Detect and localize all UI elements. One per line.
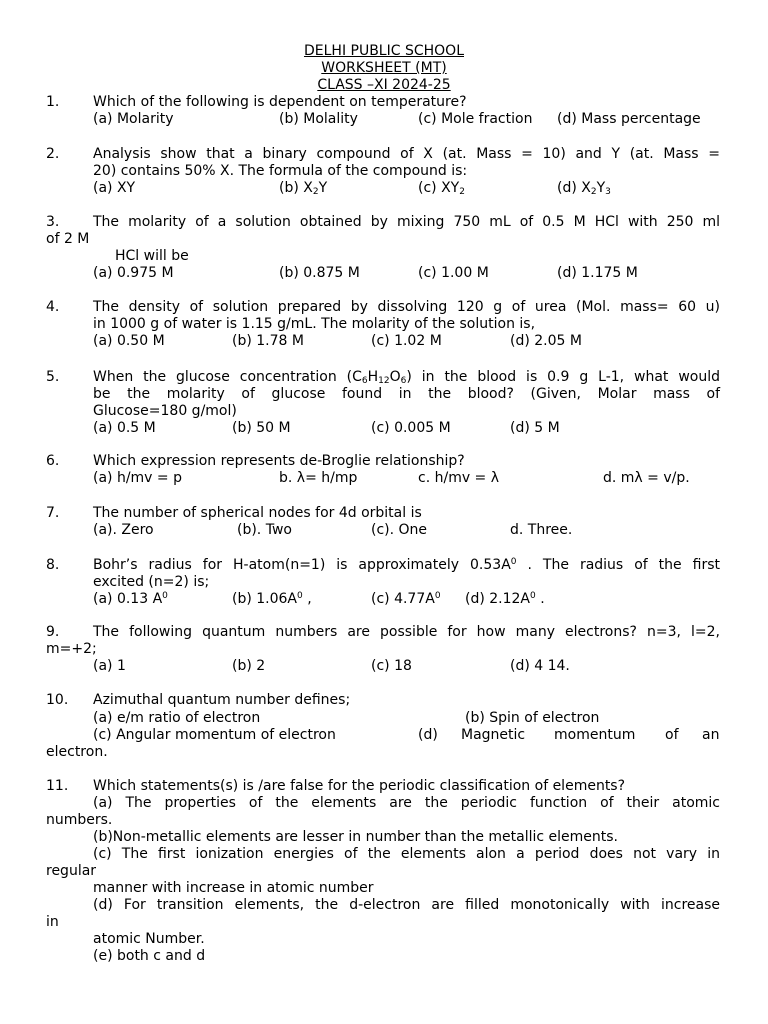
option-c: (c) 1.00 M [418,265,489,281]
school-name: DELHI PUBLIC SCHOOL [303,43,464,59]
option-d-word: of [665,727,679,743]
option-a: (a) h/mv = p [93,470,182,486]
statement-d-cont: atomic Number. [93,931,205,947]
question-text: Which statements(s) is /are false for the periodic classification of elements? [93,778,626,794]
option-b: (b) Spin of electron [465,710,600,726]
statement-e: (e) both c and d [93,948,206,964]
question-number: 9. [46,624,60,640]
option-b: (b) 1.78 M [232,333,304,349]
option-d-word: Magnetic [461,727,526,743]
question-text-cont: m=+2; [46,641,97,657]
option-d: (d) 2.05 M [510,333,582,349]
question-text: Bohr’s radius for H-atom(n=1) is approximately $0.53A^0$ . The radius of the first [93,557,720,573]
option-c: (c) 1.02 M [371,333,442,349]
option-d: (d) Mass percentage [557,111,701,127]
question-number: 8. [46,557,60,573]
question-text-cont: 20) contains 50% X. The formula of the compound is: [93,163,468,179]
option-b: (b) 2 [232,658,266,674]
question-number: 1. [46,94,60,110]
statement-a-cont: numbers. [46,812,113,828]
option-c: (c) Angular momentum of electron [93,727,336,743]
question-text: The density of solution prepared by dissolving 120 g of urea (Mol. mass= 60 u) [93,299,720,315]
option-a: (a). Zero [93,522,154,538]
question-number: 6. [46,453,60,469]
option-d-word: momentum [554,727,636,743]
option-a: (a) 0.975 M [93,265,174,281]
option-d-word: an [702,727,720,743]
question-text: The number of spherical nodes for 4d orbital is [93,505,422,521]
question-text: The following quantum numbers are possible for how many electrons? n=3, l=2, [93,624,720,640]
question-number: 10. [46,692,69,708]
option-b: (b) 50 M [232,420,291,436]
question-text-cont: of 2 M [46,231,90,247]
question-number: 5. [46,369,60,385]
option-d: (d) $2.12A^0$ . [465,591,545,607]
option-c: (c) $XY_2$ [418,180,465,197]
statement-c-cont: manner with increase in atomic number [93,880,374,896]
question-number: 11. [46,778,69,794]
option-b: (b) Molality [279,111,358,127]
option-d: (d) $X_2Y_3$ [557,180,611,197]
option-b: (b). Two [237,522,292,538]
question-number: 3. [46,214,60,230]
option-a: (a) XY [93,180,136,196]
option-d: (d) 5 M [510,420,560,436]
question-text: Azimuthal quantum number defines; [93,692,351,708]
option-b: (b) $X_2Y$ [279,180,328,197]
option-b: (b) 0.875 M [279,265,360,281]
option-d: d. Three. [510,522,573,538]
question-number: 2. [46,146,60,162]
statement-d-cont: in [46,914,59,930]
class-title: CLASS –XI 2024-25 [317,77,451,93]
option-a: (a) 0.50 M [93,333,165,349]
question-text-cont: in 1000 g of water is 1.15 g/mL. The molarity of the solution is, [93,316,536,332]
option-c: (c) 0.005 M [371,420,451,436]
worksheet-title: WORKSHEET (MT) [321,60,447,76]
option-a: (a) 1 [93,658,126,674]
option-d-label: (d) [418,727,438,743]
statement-d: (d) For transition elements, the d-electron are filled monotonically with increase [93,897,720,913]
statement-a: (a) The properties of the elements are the periodic function of their atomic [93,795,720,811]
option-c: (c) 18 [371,658,412,674]
question-text-cont: excited (n=2) is; [93,574,210,590]
option-a: (a) Molarity [93,111,174,127]
statement-c-cont: regular [46,863,97,879]
question-text: The molarity of a solution obtained by mixing 750 mL of 0.5 M HCl with 250 ml [93,214,720,230]
question-text-cont: be the molarity of glucose found in the blood? (Given, Molar mass of [93,386,720,402]
question-text-cont: HCl will be [115,248,189,264]
statement-b: (b)Non-metallic elements are lesser in number than the metallic elements. [93,829,618,845]
option-c: (c) Mole fraction [418,111,533,127]
option-c: (c). One [371,522,428,538]
option-c: (c) $4.77A^0$ [371,591,441,607]
option-b: b. λ= h/mp [279,470,358,486]
option-d-cont: electron. [46,744,108,760]
option-d: (d) 1.175 M [557,265,638,281]
option-b: (b) $1.06A^0$ , [232,591,312,607]
question-number: 7. [46,505,60,521]
statement-c: (c) The first ionization energies of the elements alon a period does not vary in [93,846,720,862]
option-d: d. mλ = v/p. [603,470,690,486]
question-text: When the glucose concentration $(C_6H_{12}O_6)$ in the blood is 0.9 g L-1, what would [93,369,721,386]
question-text: Which of the following is dependent on temperature? [93,94,467,110]
question-text: Analysis show that a binary compound of X (at. Mass = 10) and Y (at. Mass = [93,146,720,162]
option-a: (a) e/m ratio of electron [93,710,261,726]
option-d: (d) 4 14. [510,658,570,674]
question-text: Which expression represents de-Broglie relationship? [93,453,465,469]
question-number: 4. [46,299,60,315]
option-c: c. h/mv = λ [418,470,500,486]
option-a: (a) 0.5 M [93,420,156,436]
question-text-cont: Glucose=180 g/mol) [93,403,237,419]
option-a: (a) 0.13 $A^0$ [93,591,168,607]
